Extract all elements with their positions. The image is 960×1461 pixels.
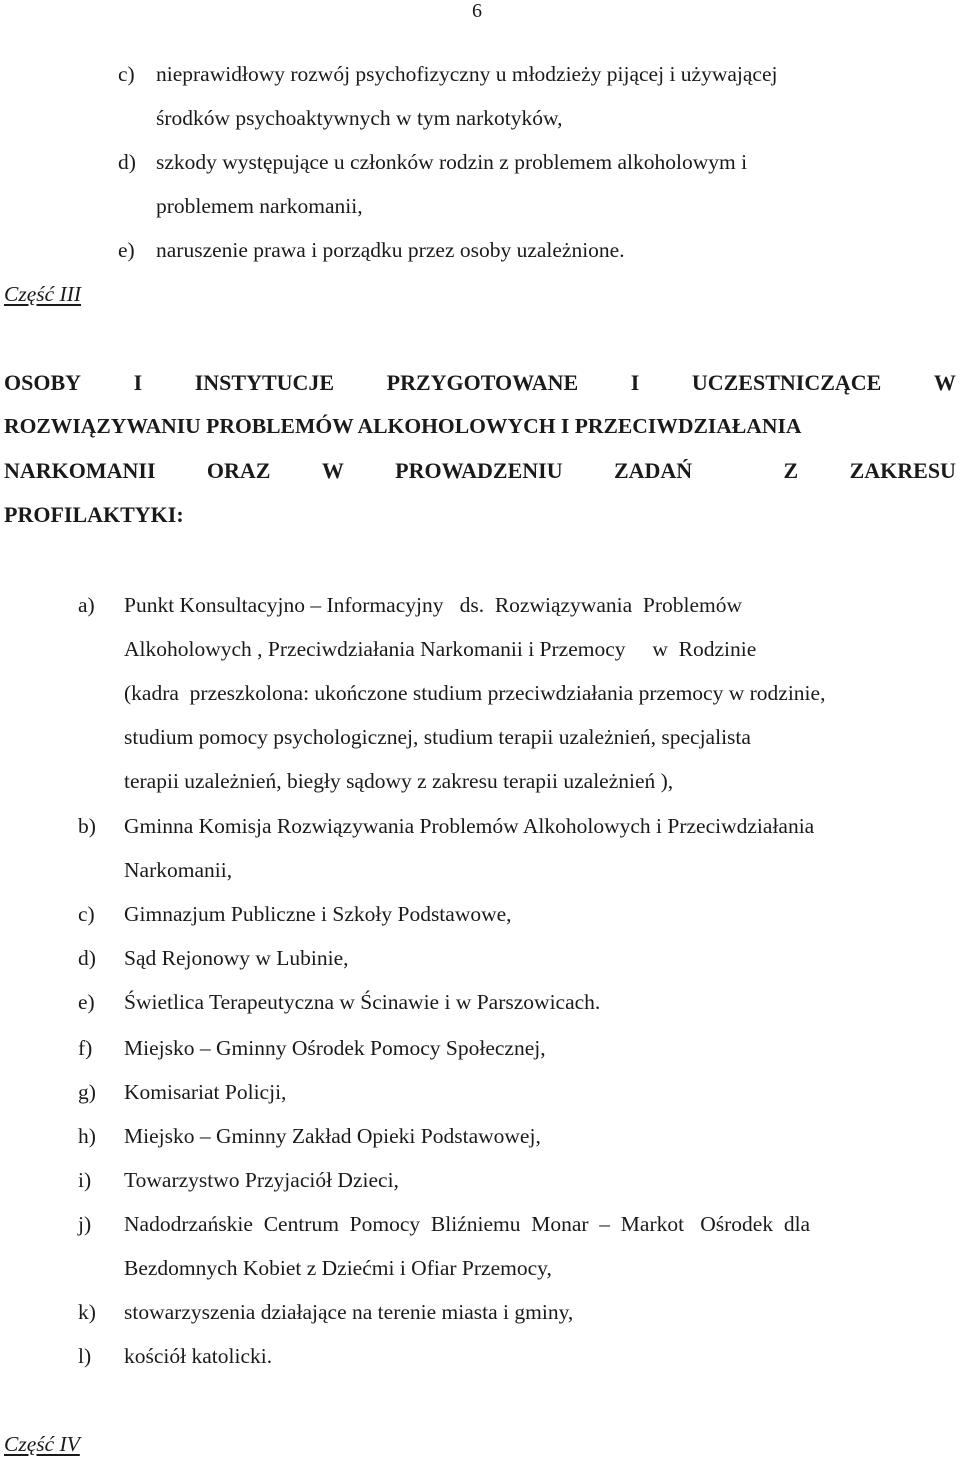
page-number: 6 bbox=[472, 0, 482, 22]
heading-line bbox=[4, 414, 956, 439]
list-item-label: d) bbox=[118, 150, 136, 174]
list-item-line: problemem narkomanii, bbox=[156, 194, 363, 218]
list-item-line: Gminna Komisja Rozwiązywania Problemów Alkoholowych i Przeciwdziałania bbox=[124, 814, 815, 838]
list-item-label: i) bbox=[78, 1168, 92, 1192]
section-iii-label: Część III bbox=[4, 282, 82, 306]
list-item-line: szkody występujące u członków rodzin z problemem alkoholowym i bbox=[156, 150, 748, 174]
heading-line bbox=[4, 370, 956, 396]
list-item-line: Bezdomnych Kobiet z Dziećmi i Ofiar Przemocy, bbox=[124, 1256, 552, 1280]
list-item-label: e) bbox=[78, 990, 95, 1014]
heading-line bbox=[4, 502, 956, 528]
heading-word: UCZESTNICZĄCE bbox=[691, 370, 882, 395]
heading-word: INSTYTUCJE bbox=[194, 370, 335, 395]
heading-word: W bbox=[321, 458, 344, 483]
list-item-line: Nadodrzańskie Centrum Pomocy Bliźniemu Monar – Markot Ośrodek dla bbox=[124, 1212, 811, 1236]
list-item-line: Sąd Rejonowy w Lubinie, bbox=[124, 946, 349, 970]
list-item-label: b) bbox=[78, 814, 96, 838]
heading-word: ZAKRESU bbox=[849, 458, 956, 483]
list-item-line: nieprawidłowy rozwój psychofizyczny u młodzieży pijącej i używającej bbox=[156, 62, 778, 86]
list-item-label: j) bbox=[78, 1212, 92, 1236]
heading-word: OSOBY bbox=[4, 370, 82, 395]
heading-word: I bbox=[133, 370, 143, 395]
list-item-line: Alkoholowych , Przeciwdziałania Narkomanii i Przemocy w Rodzinie bbox=[124, 637, 757, 661]
list-item-label: g) bbox=[78, 1080, 96, 1104]
list-item-label: c) bbox=[118, 62, 135, 86]
list-item-line: stowarzyszenia działające na terenie miasta i gminy, bbox=[124, 1300, 574, 1324]
list-item-line: kościół katolicki. bbox=[124, 1344, 273, 1368]
list-item-line: Punkt Konsultacyjno – Informacyjny ds. Rozwiązywania Problemów bbox=[124, 593, 743, 617]
heading-word: W bbox=[933, 370, 956, 395]
list-item-label: d) bbox=[78, 946, 96, 970]
list-item-line: Miejsko – Gminny Ośrodek Pomocy Społecznej, bbox=[124, 1036, 546, 1060]
list-item-line: Świetlica Terapeutyczna w Ścinawie i w Parszowicach. bbox=[124, 990, 601, 1014]
list-item-line: Komisariat Policji, bbox=[124, 1080, 287, 1104]
heading-text: ROZWIĄZYWANIU PROBLEMÓW ALKOHOLOWYCH I PRZECIWDZIAŁANIA bbox=[4, 414, 802, 438]
list-item-line: Miejsko – Gminny Zakład Opieki Podstawowej, bbox=[124, 1124, 541, 1148]
list-item-line: (kadra przeszkolona: ukończone studium przeciwdziałania przemocy w rodzinie, bbox=[124, 681, 826, 705]
list-item-line: studium pomocy psychologicznej, studium terapii uzależnień, specjalista bbox=[124, 725, 751, 749]
list-item-label: c) bbox=[78, 902, 95, 926]
list-item-line: Towarzystwo Przyjaciół Dzieci, bbox=[124, 1168, 399, 1192]
list-item-label: k) bbox=[78, 1300, 96, 1324]
heading-word: ORAZ bbox=[206, 458, 271, 483]
section-iv-label: Część IV bbox=[4, 1432, 80, 1456]
heading-text: PROFILAKTYKI: bbox=[4, 502, 184, 527]
list-item-label: a) bbox=[78, 593, 95, 617]
heading-word: I bbox=[630, 370, 640, 395]
heading-word: NARKOMANII bbox=[4, 458, 156, 483]
list-item-line: Narkomanii, bbox=[124, 858, 233, 882]
heading-line bbox=[4, 458, 956, 484]
list-item-label: h) bbox=[78, 1124, 96, 1148]
heading-word: Z bbox=[783, 458, 799, 483]
heading-word: PRZYGOTOWANE bbox=[386, 370, 579, 395]
list-item-line: naruszenie prawa i porządku przez osoby uzależnione. bbox=[156, 238, 625, 262]
list-item-label: e) bbox=[118, 238, 135, 262]
list-item-line: Gimnazjum Publiczne i Szkoły Podstawowe, bbox=[124, 902, 512, 926]
list-item-label: l) bbox=[78, 1344, 92, 1368]
list-item-line: środków psychoaktywnych w tym narkotyków, bbox=[156, 106, 563, 130]
list-item-line: terapii uzależnień, biegły sądowy z zakresu terapii uzależnień ), bbox=[124, 769, 674, 793]
heading-word: ZADAŃ bbox=[613, 458, 693, 483]
heading-word: PROWADZENIU bbox=[395, 458, 563, 483]
list-item-label: f) bbox=[78, 1036, 93, 1060]
